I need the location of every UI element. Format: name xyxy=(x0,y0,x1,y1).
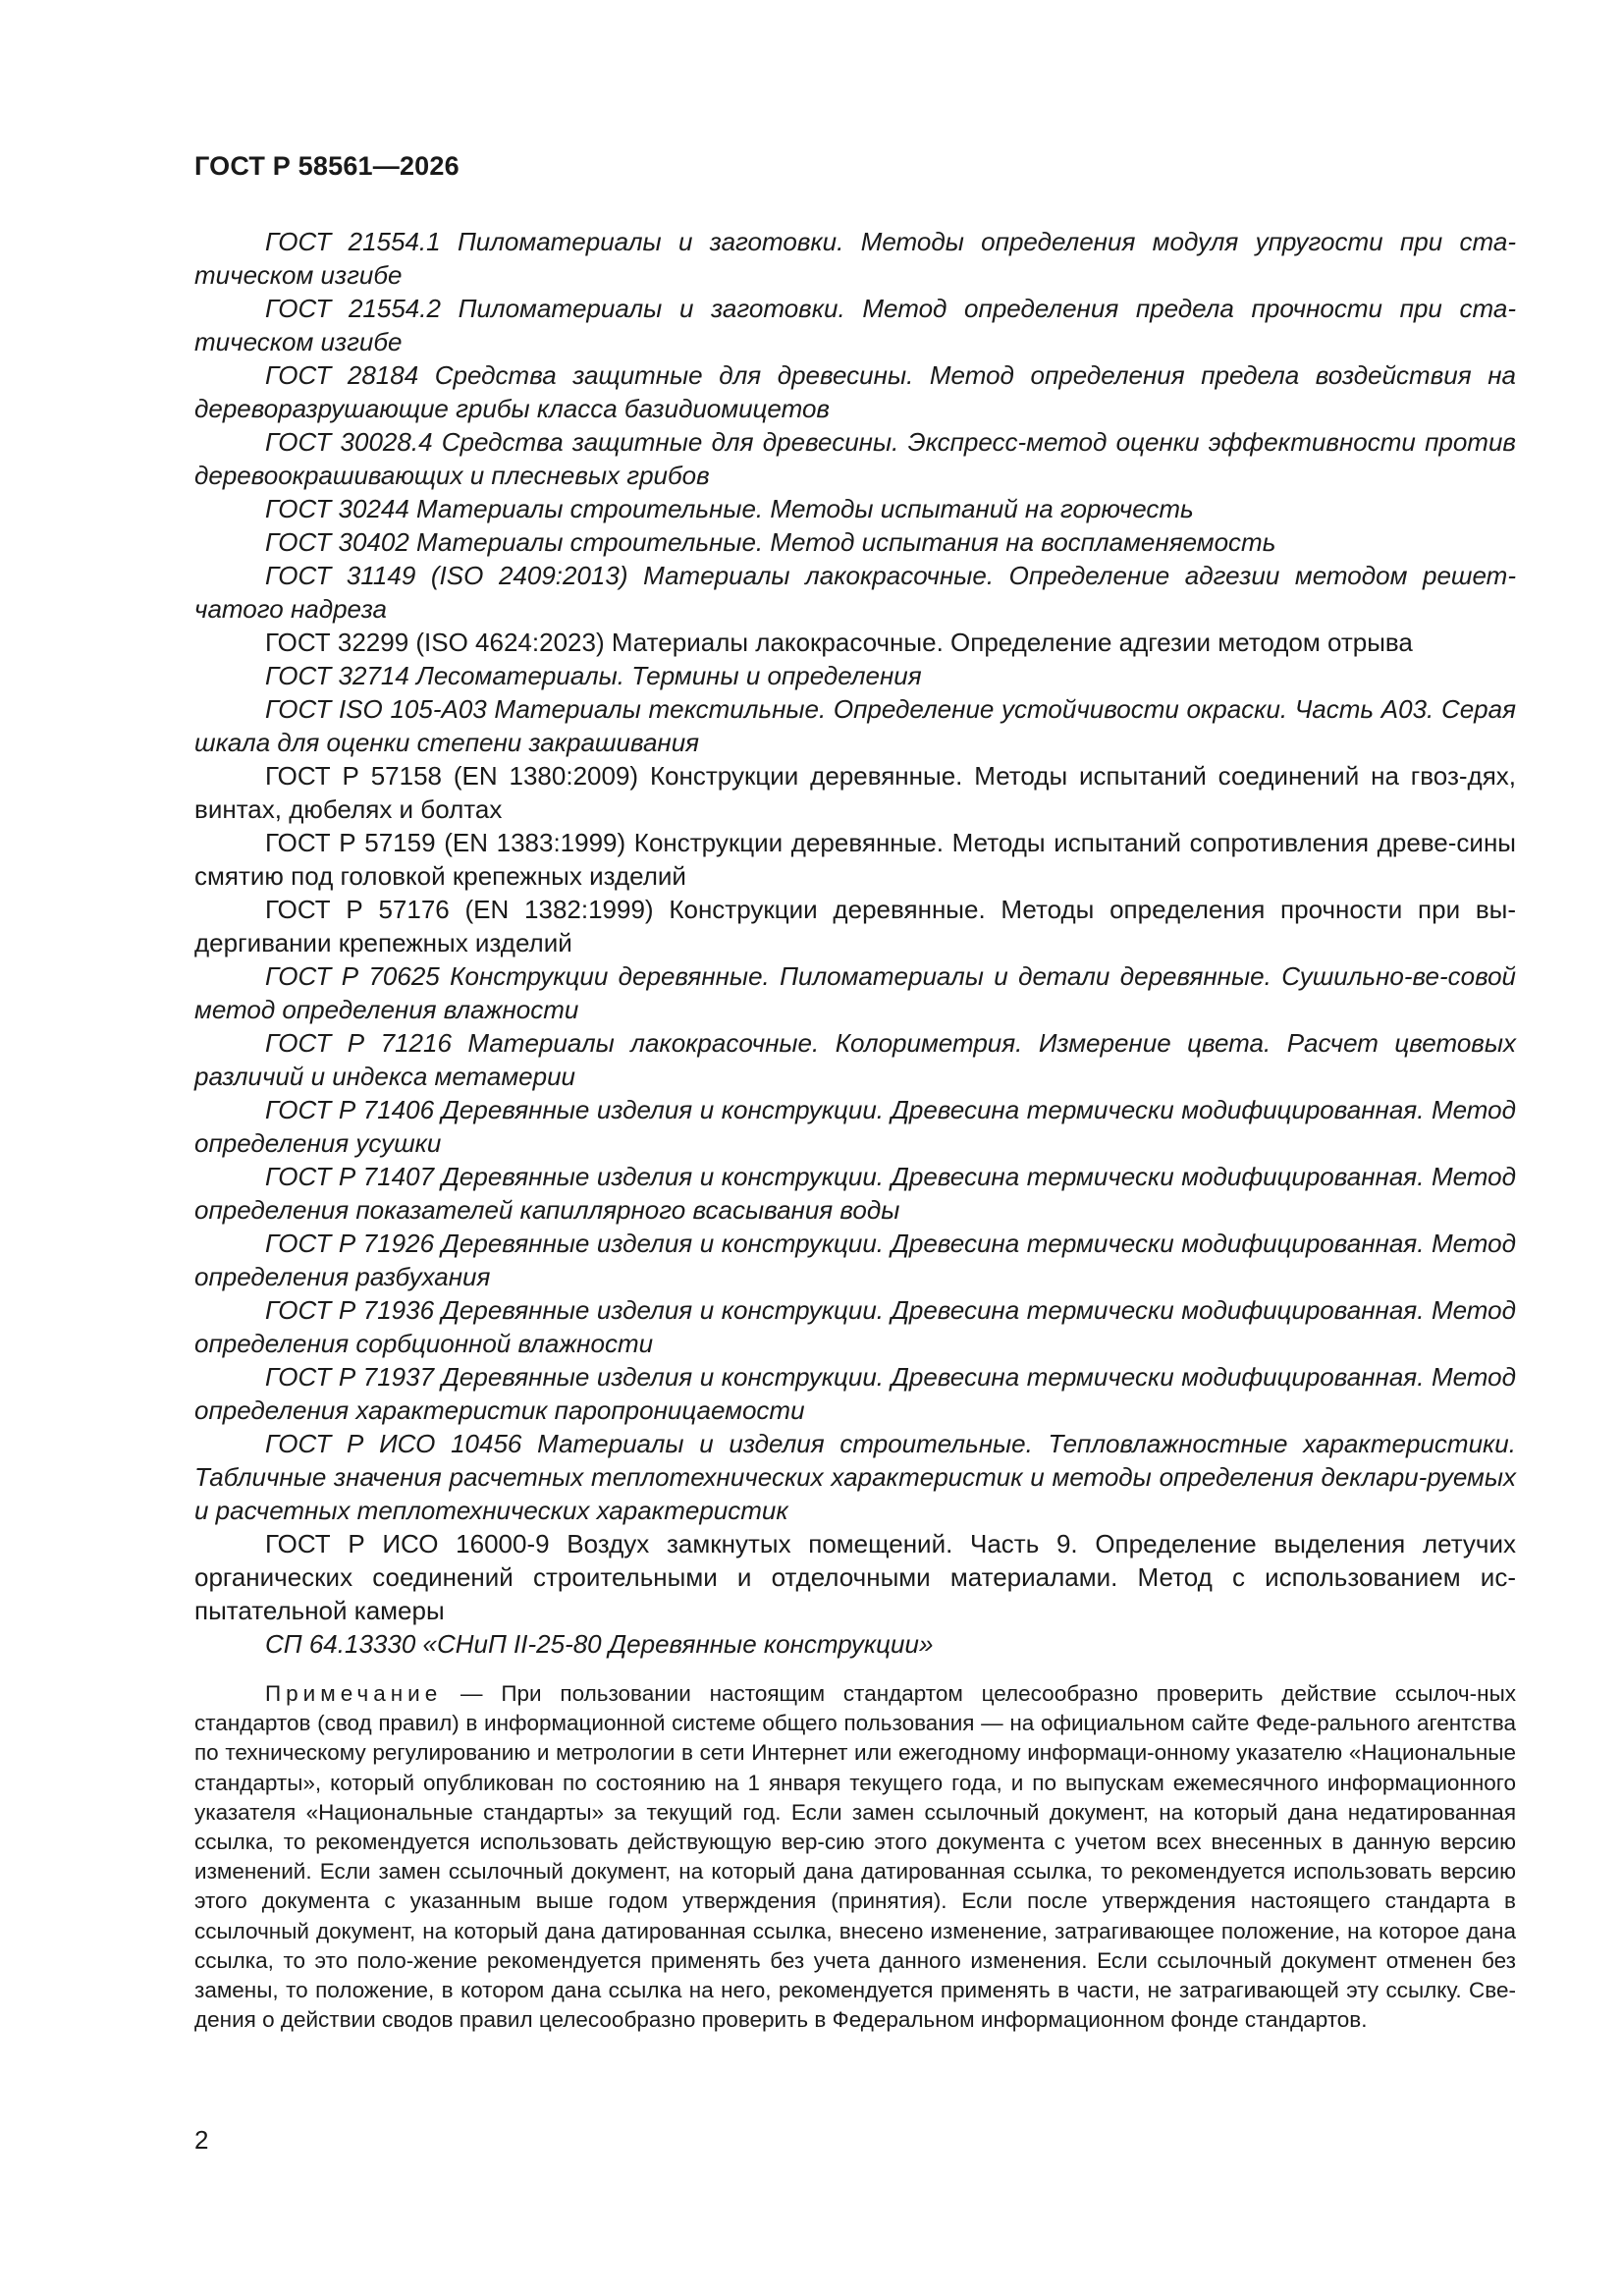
note-text: — При пользовании настоящим стандартом целесообразно проверить действие ссылоч-ных стандартов (свод правил) в информационной системе общего пользования — на официальном сайте Феде-рального агентства по техническому регулированию и метрологии в сети Интернет или ежегодному информаци-онному указателю «Национальные стандарты», который опубликован по состоянию на 1 января текущего года, и по выпускам ежемесячного информационного указателя «Национальные стандарты» за текущий год. Если замен ссылочный документ, на который дана недатированная ссылка, то рекомендуется использовать действующую вер-сию этого документа с учетом всех внесенных в данную версию изменений. Если замен ссылочный документ, на который дана датированная ссылка, то рекомендуется использовать версию этого документа с указанным выше годом утверждения (принятия). Если после утверждения настоящего стандарта в ссылочный документ, на который дана датированная ссылка, внесено изменение, затрагивающее положение, на которое дана ссылка, то это поло-жение рекомендуется применять без учета данного изменения. Если ссылочный документ отменен без замены, то положение, в котором дана ссылка на него, рекомендуется применять в части, не затрагивающей эту ссылку. Све-дения о действии сводов правил целесообразно проверить в Федеральном информационном фонде стандартов. xyxy=(194,1681,1516,2033)
reference-entry: ГОСТ 32714 Лесоматериалы. Термины и определения xyxy=(265,661,922,690)
reference-entry: ГОСТ Р 71937 Деревянные изделия и конструкции. Древесина термически модифицированная. Метод определения характеристик паропроницаемости xyxy=(194,1362,1516,1425)
reference-entry: ГОСТ Р 71216 Материалы лакокрасочные. Колориметрия. Измерение цвета. Расчет цветовых различий и индекса метамерии xyxy=(194,1028,1516,1091)
reference-entry: ГОСТ Р 57159 (EN 1383:1999) Конструкции деревянные. Методы испытаний сопротивления древе-сины смятию под головкой крепежных изделий xyxy=(194,828,1516,891)
reference-entry: ГОСТ 28184 Средства защитные для древесины. Метод определения предела воздействия на дереворазрушающие грибы класса базидиомицетов xyxy=(194,360,1516,423)
reference-entry: ГОСТ Р 71407 Деревянные изделия и конструкции. Древесина термически модифицированная. Метод определения показателей капиллярного всасывания воды xyxy=(194,1162,1516,1225)
reference-entry: ГОСТ Р 57176 (EN 1382:1999) Конструкции деревянные. Методы определения прочности при вы-дергивании крепежных изделий xyxy=(194,895,1516,957)
reference-entry: ГОСТ 30244 Материалы строительные. Методы испытаний на горючесть xyxy=(265,494,1194,523)
reference-entry: ГОСТ 30402 Материалы строительные. Метод испытания на воспламеняемость xyxy=(265,527,1276,557)
note-paragraph xyxy=(194,1679,1516,2035)
reference-entry: СП 64.13330 «СНиП II-25-80 Деревянные конструкции» xyxy=(265,1629,934,1659)
reference-entry: ГОСТ ISO 105-A03 Материалы текстильные. Определение устойчивости окраски. Часть А03. Серая шкала для оценки степени закрашивания xyxy=(194,694,1516,757)
reference-entry: ГОСТ Р ИСО 10456 Материалы и изделия строительные. Тепловлажностные характеристики. Табличные значения расчетных теплотехнических характеристик и методы определения деклари-руемых и расчетных теплотехнических характеристик xyxy=(194,1429,1516,1525)
references-list xyxy=(194,225,1516,1661)
page-number: 2 xyxy=(194,2125,209,2155)
reference-entry: ГОСТ Р ИСО 16000-9 Воздух замкнутых помещений. Часть 9. Определение выделения летучих органических соединений строительными и отделочными материалами. Метод с использованием ис-пытательной камеры xyxy=(194,1529,1516,1625)
reference-entry: ГОСТ Р 70625 Конструкции деревянные. Пиломатериалы и детали деревянные. Сушильно-ве-совой метод определения влажности xyxy=(194,961,1516,1024)
reference-entry: ГОСТ 21554.2 Пиломатериалы и заготовки. Метод определения предела прочности при ста-тическом изгибе xyxy=(194,294,1516,356)
reference-entry: ГОСТ Р 71406 Деревянные изделия и конструкции. Древесина термически модифицированная. Метод определения усушки xyxy=(194,1095,1516,1158)
reference-entry: ГОСТ 32299 (ISO 4624:2023) Материалы лакокрасочные. Определение адгезии методом отрыва xyxy=(265,628,1413,657)
reference-entry: ГОСТ 30028.4 Средства защитные для древесины. Экспресс-метод оценки эффективности против деревоокрашивающих и плесневых грибов xyxy=(194,427,1516,490)
note-label: Примечание xyxy=(265,1681,443,1706)
reference-entry: ГОСТ Р 71936 Деревянные изделия и конструкции. Древесина термически модифицированная. Метод определения сорбционной влажности xyxy=(194,1295,1516,1358)
reference-entry: ГОСТ 31149 (ISO 2409:2013) Материалы лакокрасочные. Определение адгезии методом решет-чатого надреза xyxy=(194,561,1516,624)
document-header: ГОСТ Р 58561—2026 xyxy=(194,151,460,181)
reference-entry: ГОСТ Р 71926 Деревянные изделия и конструкции. Древесина термически модифицированная. Метод определения разбухания xyxy=(194,1229,1516,1291)
reference-entry: ГОСТ Р 57158 (EN 1380:2009) Конструкции деревянные. Методы испытаний соединений на гвоз-дях, винтах, дюбелях и болтах xyxy=(194,761,1516,824)
reference-entry: ГОСТ 21554.1 Пиломатериалы и заготовки. Методы определения модуля упругости при ста-тическом изгибе xyxy=(194,227,1516,290)
